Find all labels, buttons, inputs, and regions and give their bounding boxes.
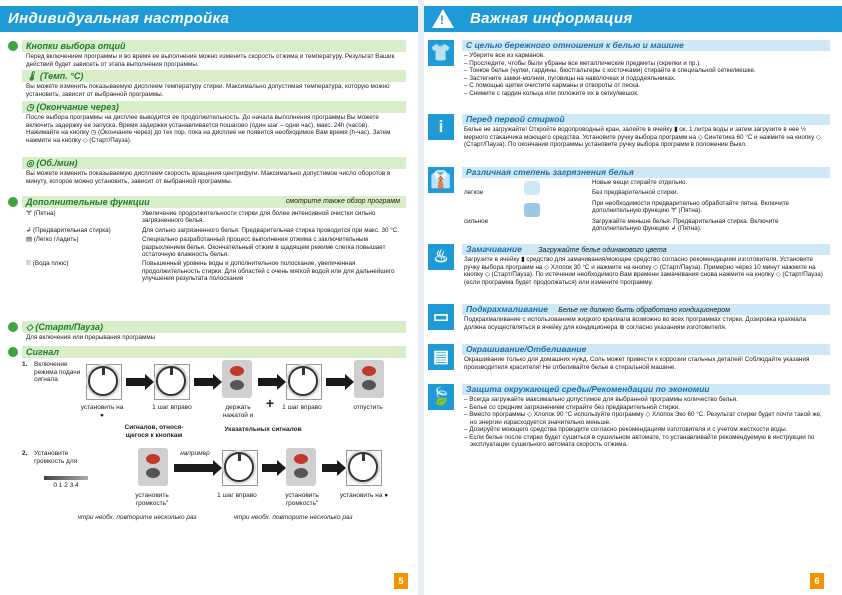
soak-icon: ♨ bbox=[428, 244, 454, 270]
starch-note: Белье не должно быть обработано кондиционером bbox=[558, 307, 730, 314]
section-title bbox=[462, 244, 830, 255]
section-delay bbox=[22, 101, 406, 144]
display-icon bbox=[354, 360, 384, 398]
bullet-dot-icon bbox=[8, 41, 18, 51]
shirt-light-icon bbox=[524, 181, 540, 195]
right-banner-title: Важная информация bbox=[470, 10, 633, 27]
section-spin bbox=[22, 157, 406, 185]
leaf-icon: 🍃 bbox=[428, 384, 454, 410]
shirt-dirty-icon bbox=[524, 203, 540, 217]
display-icon bbox=[286, 448, 316, 486]
arrow-right-icon bbox=[262, 464, 278, 472]
section-title: ◇ (Старт/Пауза) bbox=[22, 321, 406, 333]
section-starch bbox=[432, 304, 830, 331]
section-soil bbox=[430, 167, 830, 236]
step-1-caption: установить на ● bbox=[80, 404, 124, 419]
list-item: – Белье со средним загрязнением стирайте без предварительной стирки. bbox=[464, 403, 680, 411]
arrow-right-icon bbox=[194, 378, 214, 386]
arrow-right-icon bbox=[326, 378, 346, 386]
extra-desc: Увеличение продолжительности стирки для более интенсивной очистки сильно загрязненного белья. bbox=[142, 210, 376, 225]
dial-knob-icon bbox=[156, 366, 186, 396]
soil-text: Новые вещи стирайте отдельно. bbox=[592, 179, 688, 186]
step-2-number: 2. bbox=[22, 450, 28, 457]
section-text: Перед включением программы и во время ее выполнения можно изменить скорость отжима и температуру. Результат Вашик действий будет зависеть от этапа выполнения программы. bbox=[26, 53, 395, 68]
soak-note: Загружайте белье одинакового цвета bbox=[538, 247, 667, 254]
extra-note: смотрите также обзор программ bbox=[285, 198, 400, 205]
extra-name: ⛆ (Вода плюс) bbox=[26, 260, 69, 268]
section-title: Различная степень загрязнения белья bbox=[462, 167, 830, 178]
for-example-label: например bbox=[180, 450, 210, 457]
arrow-right-icon bbox=[258, 378, 278, 386]
step-2-caption: установить громкость" bbox=[285, 492, 319, 507]
display-icon bbox=[222, 360, 252, 398]
extra-name: ↲ (Предварительная стирка) bbox=[26, 226, 111, 234]
arrow-right-icon bbox=[126, 378, 146, 386]
dial-panel bbox=[286, 364, 322, 400]
section-title: Защита окружающей среды/Рекомендации по экономии bbox=[462, 384, 830, 395]
soil-text: При необходимости предварительно обработайте пятна. Включите дополнительную функцию 🝖 (Пятна). bbox=[592, 199, 790, 215]
section-title bbox=[22, 196, 406, 208]
section-eco bbox=[430, 384, 830, 449]
dial-knob-icon bbox=[348, 452, 378, 482]
section-title bbox=[462, 304, 830, 315]
list-item: – Проследите, чтобы были убраны все металлические предметы (скрепки и пр.). bbox=[464, 59, 701, 67]
section-temp bbox=[22, 70, 406, 98]
soil-label bbox=[464, 179, 522, 189]
soil-label: легкое bbox=[464, 189, 484, 197]
signals-keys-label: Сигналов, относя-щегося к кнопкам bbox=[124, 424, 184, 439]
info-icon: i bbox=[428, 114, 454, 140]
section-title: Сигнал bbox=[22, 346, 406, 358]
section-title: С целью бережного отношения к белью и машине bbox=[462, 40, 830, 51]
spacer bbox=[522, 218, 592, 236]
bullet-dot-icon bbox=[8, 197, 18, 207]
volume-scale: 0 1 2 3 4 bbox=[53, 482, 79, 489]
step-1-number: 1. bbox=[22, 361, 28, 368]
dial-panel bbox=[86, 364, 122, 400]
step-1-caption: 1 шаг вправо bbox=[152, 404, 192, 411]
stained-shirt-icon: 👔 bbox=[428, 167, 454, 193]
list-item: – Снимите с гардин кольца или положите их в сетку/мешок. bbox=[464, 89, 639, 97]
display-icon bbox=[138, 448, 168, 486]
section-text: Загрузите в ячейку ▮ средство для замачивания/моющее средство согласно рекомендациям изготовителя. Установите ручку выбора программ на ◇ Хлопок 30 °C и нажмите на кнопку ◇ (Старт/Пауза). Примерно через 10 минут нажмите на кнопку ◇ (Старт/Пауза). По истечении необходимого Вам времени замачивания снова нажмите на кнопку ◇ (Старт/Пауза) (если программа будет продолжаться) или измените программу. bbox=[464, 256, 823, 286]
section-text: Для включения или прерывания программы bbox=[26, 334, 156, 341]
bullet-dot-icon bbox=[8, 347, 18, 357]
extra-name: 🝖 (Пятна) bbox=[26, 210, 56, 217]
dial-knob-icon bbox=[288, 366, 318, 396]
section-text: Окрашивание только для домашних нужд. Соль может привести к коррозии стальных деталей! Соблюдайте указания производителя красителя! Не отбеливайте белье в стиральной машине. bbox=[464, 356, 810, 371]
extra-name: ▤ (Легко гладить) bbox=[26, 236, 79, 244]
soil-text: Без предварительной стирки. bbox=[592, 189, 679, 197]
page-number: 5 bbox=[394, 573, 408, 589]
extra-table bbox=[22, 208, 406, 287]
dye-icon: ▤ bbox=[428, 344, 454, 370]
soil-text: Загружайте меньше белья. Предварительная стирка. Включите дополнительную функцию ↲ (Пятна). bbox=[592, 217, 779, 233]
page-right bbox=[424, 0, 842, 595]
section-title: 🌡 (Темп. °C) bbox=[22, 70, 406, 82]
soil-table bbox=[462, 178, 830, 236]
list-item: – Всегда загружайте максимально допустимое для выбранной программы количество белья. bbox=[464, 396, 738, 403]
step-1-caption: держать нажатой и bbox=[222, 404, 254, 419]
starch-title: Подкрахмаливание bbox=[466, 304, 548, 314]
section-start bbox=[22, 321, 406, 342]
section-title: Кнопки выбора опций bbox=[22, 40, 406, 52]
dial-knob-icon bbox=[88, 366, 118, 396]
list-item: – Если белье после стирки будет сушиться в сушильном автомате, то устанавливайте рекомендуемую в инструкции по эксплуатации сушильного автомата скорость отжима. bbox=[464, 433, 815, 448]
dial-panel bbox=[346, 450, 382, 486]
soak-title: Замачивание bbox=[466, 244, 522, 254]
arrow-right-icon bbox=[174, 464, 214, 472]
section-title: ◷ (Окончание через) bbox=[22, 101, 406, 113]
extra-desc: Для сильно загрязненного белья. Предварительная стирка проводится при макс. 30 °C. bbox=[142, 226, 400, 234]
arrow-right-icon bbox=[322, 464, 338, 472]
extra-title: Дополнительные функции bbox=[26, 197, 150, 207]
eco-list bbox=[462, 395, 830, 449]
soil-label: сильное bbox=[464, 217, 489, 225]
left-banner: Индивидуальная настройка bbox=[0, 6, 418, 32]
bullet-dot-icon bbox=[8, 322, 18, 332]
list-item: – Застегните замки-молнии, пуговицы на наволочках и пододеяльниках. bbox=[464, 74, 676, 82]
section-text: Вы можете изменить показываемую дисплеем скорость вращения центрифуги. Максимально допустимое число оборотов в минуту, которое можно установить, зависит от выбранной программы. bbox=[26, 170, 391, 185]
step-2-text: Установите громкость для bbox=[34, 450, 78, 465]
section-title: ◎ (Об./мин) bbox=[22, 157, 406, 169]
section-text: После выбора программы на дисплее выводится ее продолжительность. До начала выполнения программы Вы можете включить задержку ее запуска. Время задержки устанавливается пошагово (один шаг – одни час), макс. 24h (часов). Нажимайте на кнопку ◷ (Окончание через) до тех пор, пока на дисплее не появится необходимое Вам время (h-час). Затем нажмите на кнопку ◇ (Старт/Пауза). bbox=[26, 114, 391, 144]
section-buttons bbox=[22, 40, 406, 68]
section-first-wash bbox=[438, 114, 830, 149]
shirt-icon: 👕 bbox=[428, 40, 454, 66]
step-1-text: Включение режима подачи сигнала bbox=[34, 361, 81, 384]
volume-bar-icon bbox=[44, 476, 88, 480]
list-item: – Тонкое белье (чулки, гардины, бюстгальтеры с косточками) стирайте в специальной сетке/мешке. bbox=[464, 67, 756, 74]
section-title: Перед первой стиркой bbox=[462, 114, 830, 125]
plus-sign: + bbox=[265, 395, 275, 411]
dial-panel bbox=[222, 450, 258, 486]
list-item: – Вместо программы ◇ Хлопок 90 °C используйте программу ◇ Хлопок Эко 60 °C. Результат стирки будет почти такой же, но энергии израсходуется значительно меньше. bbox=[464, 411, 822, 426]
list-item: – С помощью щетки очистите карманы и отвороты от песка. bbox=[464, 82, 641, 89]
right-banner bbox=[424, 6, 842, 32]
section-text: Вы можете изменить показываемую дисплеем температуру стирки. Максимально допустимая температура, которую можно установить, зависит от выбранной программы. bbox=[26, 83, 390, 98]
section-extra bbox=[22, 196, 406, 287]
basin-icon: ▭ bbox=[428, 304, 454, 330]
section-care bbox=[430, 40, 830, 97]
signals-indicator-label: Указательных сигналов bbox=[224, 426, 302, 433]
page-number: 6 bbox=[810, 573, 824, 589]
dial-knob-icon bbox=[224, 452, 254, 482]
section-text: Подкрахмаливание с использованием жидкого крахмала возможно во всех программах стирки. Дозировка крахмала должна осуществляться в ячейку для кондиционера ⊕ согласно указаниям изготовителя. bbox=[464, 316, 806, 331]
step-2-caption: 1 шаг вправо bbox=[217, 492, 257, 499]
dial-panel bbox=[154, 364, 190, 400]
section-dye bbox=[432, 344, 830, 371]
step-2-caption: установить на ● bbox=[339, 492, 389, 499]
extra-desc: Повышенный уровень воды и дополнительное полоскание, увеличенная продолжительность стирки. Для областей с очень мягкой водой или для дальнейшего улучшения результата полоскания bbox=[142, 260, 395, 283]
extra-desc: Специально разработанный процесс выполнения отжима с заключительным разрыхлением белья. Окончательный отжим в щадящем режиме слегка повышает остаточную влажность белья. bbox=[142, 236, 386, 259]
repeat-note: чтри необх. повторите несколько раз bbox=[233, 514, 353, 521]
list-item: – Дозируйте моющего средства проводите согласно рекомендациям изготовителя и с учетом жесткости воды. bbox=[464, 426, 788, 433]
soil-label bbox=[464, 200, 522, 218]
page-left bbox=[0, 0, 418, 595]
section-title: Окрашивание/Отбеливание bbox=[462, 344, 830, 355]
repeat-note: чтри необх. повторите несколько раз bbox=[77, 514, 197, 521]
care-list bbox=[462, 51, 830, 97]
warning-icon: ! bbox=[432, 9, 454, 28]
section-signal bbox=[22, 346, 406, 595]
step-2-caption: установить громкость" bbox=[135, 492, 169, 507]
section-soak bbox=[433, 244, 830, 286]
step-1-caption: 1 шаг вправо bbox=[282, 404, 322, 411]
list-item: – Уберите все из карманов. bbox=[464, 52, 545, 59]
section-text: Белье не загружайте! Откройте водопроводный кран, залейте в ячейку ▮ ок. 1 литра воды и затем загрузите в нее ½ мерного стаканчика моющего средства. Установите ручку выбора программ на ◇ Синтетика 60 °C и нажмите на кнопку ◇ (Старт/Пауза). По окончании программы установите ручку выбора программ в положение Выкл. bbox=[464, 126, 821, 148]
step-1-caption: отпустить bbox=[353, 404, 383, 411]
